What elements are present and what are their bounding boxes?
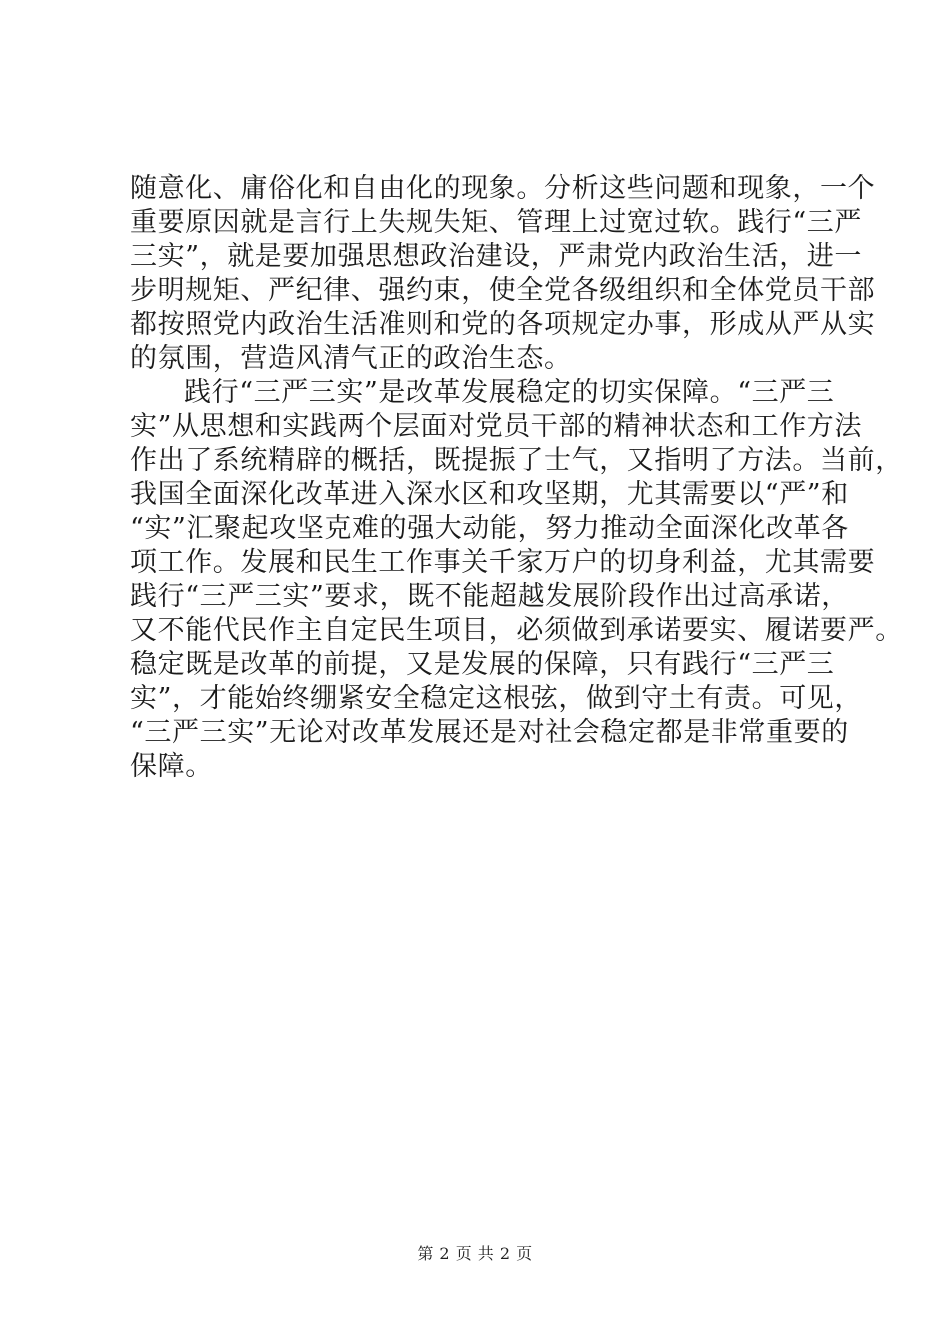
- page-number-label: 第 2 页 共 2 页: [417, 1244, 533, 1263]
- text-line: 保障。: [130, 751, 213, 782]
- text-line: 重要原因就是言行上失规失矩、管理上过宽过软。践行“三严: [130, 207, 863, 238]
- body-text: [130, 172, 903, 784]
- text-line: 我国全面深化改革进入深水区和攻坚期，尤其需要以“严”和: [130, 479, 849, 510]
- text-line: 随意化、庸俗化和自由化的现象。分析这些问题和现象，一个: [130, 173, 876, 204]
- text-line: 作出了系统精辟的概括，既提振了士气，又指明了方法。当前，: [130, 445, 903, 476]
- text-line: “三严三实”无论对改革发展还是对社会稳定都是非常重要的: [130, 717, 849, 748]
- text-line: 实”从思想和实践两个层面对党员干部的精神状态和工作方法: [130, 411, 863, 442]
- text-line: “实”汇聚起攻坚克难的强大动能，努力推动全面深化改革各: [130, 513, 849, 544]
- text-line: 的氛围，营造风清气正的政治生态。: [130, 343, 572, 374]
- text-line: 都按照党内政治生活准则和党的各项规定办事，形成从严从实: [130, 309, 876, 340]
- text-line: 践行“三严三实”要求，既不能超越发展阶段作出过高承诺，: [130, 581, 849, 612]
- text-line: 三实”，就是要加强思想政治建设，严肃党内政治生活，进一: [130, 241, 863, 272]
- text-line: 步明规矩、严纪律、强约束，使全党各级组织和全体党员干部: [130, 275, 876, 306]
- text-line: 稳定既是改革的前提，又是发展的保障，只有践行“三严三: [130, 649, 835, 680]
- text-line: 又不能代民作主自定民生项目，必须做到承诺要实、履诺要严。: [130, 615, 903, 646]
- text-line: 实”，才能始终绷紧安全稳定这根弦，做到守土有责。可见，: [130, 683, 863, 714]
- page-footer: [0, 1243, 950, 1265]
- paragraph-first-line: 践行“三严三实”是改革发展稳定的切实保障。“三严三: [184, 377, 835, 408]
- text-line: 项工作。发展和民生工作事关千家万户的切身利益，尤其需要: [130, 547, 876, 578]
